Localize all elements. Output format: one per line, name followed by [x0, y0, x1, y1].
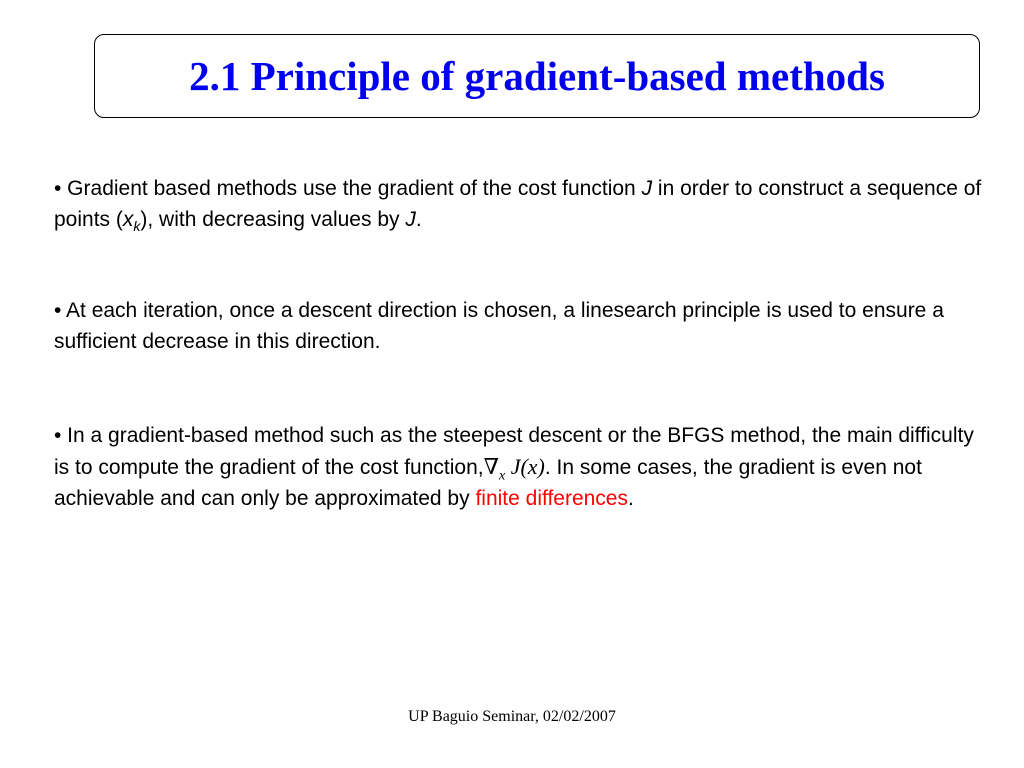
var-j-2: J — [405, 208, 416, 231]
var-j: J — [641, 177, 653, 200]
slide-footer: UP Baguio Seminar, 02/02/2007 — [408, 708, 616, 725]
var-x: x — [122, 208, 134, 231]
bullet-3-text-c: . — [628, 487, 634, 510]
bullet-1-text-b: in order to construct a sequence of points ( — [54, 177, 982, 231]
bullet-1 — [54, 173, 989, 235]
finite-differences-highlight: finite differences — [475, 487, 628, 510]
nabla-symbol: ∇ — [483, 454, 499, 479]
slide-title: 2.1 Principle of gradient-based methods — [189, 53, 885, 99]
title-box — [94, 34, 980, 118]
bullet-3-text-a: • In a gradient-based method such as the steepest descent or the BFGS method, the main difficulty is to compute the gradient of the cost function, — [54, 424, 974, 479]
bullet-2: • At each iteration, once a descent direction is chosen, a linesearch principle is used to ensure a sufficient decrease in this direction. — [54, 299, 944, 353]
bullet-3-text-b: . In some cases, the gradient is even not achievable and can only be approximated by — [54, 456, 922, 510]
nabla-subscript: x — [498, 468, 506, 484]
cost-function-expr: J(x) — [505, 454, 545, 479]
subscript-k: k — [133, 218, 141, 235]
bullet-1-text-a: • Gradient based methods use the gradient of the cost function — [54, 177, 642, 200]
bullet-1-text-d: . — [415, 208, 422, 231]
bullet-3 — [54, 420, 989, 514]
gradient-formula — [483, 454, 545, 484]
bullet-1-text-c: ), with decreasing values by — [140, 208, 406, 231]
